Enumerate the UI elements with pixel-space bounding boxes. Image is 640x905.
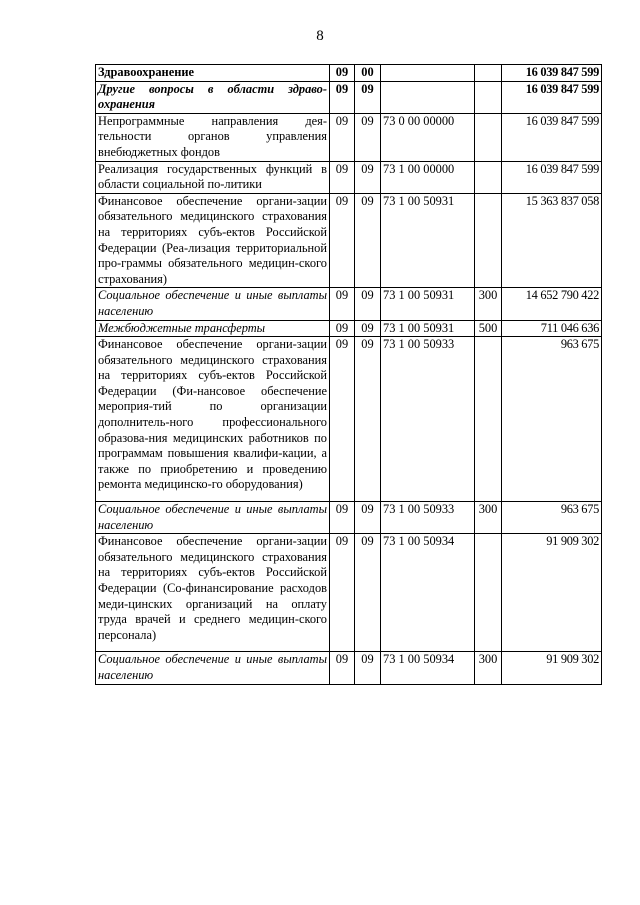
expense-type-cell (475, 161, 502, 193)
amount-cell: 16 039 847 599 (502, 65, 602, 82)
section-code-cell: 09 (330, 337, 355, 502)
target-article-cell: 73 1 00 50931 (381, 320, 475, 337)
table-row (96, 534, 602, 652)
subsection-code-cell: 00 (355, 65, 381, 82)
section-code-cell: 09 (330, 113, 355, 161)
amount-cell: 16 039 847 599 (502, 161, 602, 193)
table-row (96, 161, 602, 193)
amount-cell: 16 039 847 599 (502, 81, 602, 113)
budget-table-body (96, 65, 602, 685)
target-article-cell: 73 1 00 50933 (381, 337, 475, 502)
section-code-cell: 09 (330, 65, 355, 82)
table-row (96, 81, 602, 113)
expense-type-cell (475, 65, 502, 82)
subsection-code-cell: 09 (355, 288, 381, 320)
expense-name-cell: Финансовое обеспечение органи-зации обязательного медицинского страхования на территориях субъ-ектов Российской Федерации (Со-финансирование расходов меди-цинских организаций на оплату труда врачей и среднего медицин-ского персонала) (96, 534, 330, 652)
expense-name-cell: Социальное обеспечение и иные выплаты населению (96, 652, 330, 684)
amount-cell: 963 675 (502, 337, 602, 502)
expense-name-cell: Здравоохранение (96, 65, 330, 82)
expense-name-cell: Реализация государственных функций в области социальной по-литики (96, 161, 330, 193)
amount-cell: 16 039 847 599 (502, 113, 602, 161)
expense-type-cell: 300 (475, 502, 502, 534)
section-code-cell: 09 (330, 320, 355, 337)
section-code-cell: 09 (330, 288, 355, 320)
target-article-cell: 73 1 00 50931 (381, 193, 475, 288)
amount-cell: 14 652 790 422 (502, 288, 602, 320)
expense-type-cell: 300 (475, 652, 502, 684)
table-row (96, 113, 602, 161)
table-row (96, 288, 602, 320)
expense-type-cell (475, 193, 502, 288)
expense-name-cell: Социальное обеспечение и иные выплаты населению (96, 288, 330, 320)
amount-cell: 711 046 636 (502, 320, 602, 337)
expense-name-cell: Непрограммные направления дея-тельности органов управления внебюджетных фондов (96, 113, 330, 161)
target-article-cell: 73 1 00 00000 (381, 161, 475, 193)
expense-type-cell (475, 81, 502, 113)
expense-type-cell: 500 (475, 320, 502, 337)
section-code-cell: 09 (330, 161, 355, 193)
target-article-cell (381, 65, 475, 82)
budget-table (95, 64, 602, 685)
table-row (96, 337, 602, 502)
target-article-cell: 73 0 00 00000 (381, 113, 475, 161)
target-article-cell: 73 1 00 50931 (381, 288, 475, 320)
table-row (96, 193, 602, 288)
table-row (96, 652, 602, 684)
subsection-code-cell: 09 (355, 320, 381, 337)
page-number: 8 (316, 28, 324, 44)
target-article-cell: 73 1 00 50933 (381, 502, 475, 534)
target-article-cell: 73 1 00 50934 (381, 652, 475, 684)
section-code-cell: 09 (330, 502, 355, 534)
section-code-cell: 09 (330, 193, 355, 288)
amount-cell: 91 909 302 (502, 652, 602, 684)
section-code-cell: 09 (330, 534, 355, 652)
section-code-cell: 09 (330, 652, 355, 684)
expense-name-cell: Социальное обеспечение и иные выплаты населению (96, 502, 330, 534)
amount-cell: 15 363 837 058 (502, 193, 602, 288)
expense-type-cell: 300 (475, 288, 502, 320)
table-row (96, 502, 602, 534)
subsection-code-cell: 09 (355, 113, 381, 161)
amount-cell: 91 909 302 (502, 534, 602, 652)
expense-name-cell: Финансовое обеспечение органи-зации обязательного медицинского страхования на территориях субъ-ектов Российской Федерации (Фи-нансовое обеспечение мероприя-тий по организации дополнитель-ного профессионального образова-ния медицинских работников по программам повышения квалифи-кации, а также по приобретению и проведению ремонта медицинско-го оборудования) (96, 337, 330, 502)
expense-name-cell: Другие вопросы в области здраво-охранения (96, 81, 330, 113)
amount-cell: 963 675 (502, 502, 602, 534)
subsection-code-cell: 09 (355, 161, 381, 193)
subsection-code-cell: 09 (355, 652, 381, 684)
expense-type-cell (475, 534, 502, 652)
subsection-code-cell: 09 (355, 81, 381, 113)
subsection-code-cell: 09 (355, 502, 381, 534)
expense-type-cell (475, 113, 502, 161)
section-code-cell: 09 (330, 81, 355, 113)
expense-name-cell: Межбюджетные трансферты (96, 320, 330, 337)
subsection-code-cell: 09 (355, 534, 381, 652)
target-article-cell (381, 81, 475, 113)
target-article-cell: 73 1 00 50934 (381, 534, 475, 652)
expense-type-cell (475, 337, 502, 502)
table-row (96, 320, 602, 337)
table-row (96, 65, 602, 82)
subsection-code-cell: 09 (355, 337, 381, 502)
expense-name-cell: Финансовое обеспечение органи-зации обязательного медицинского страхования на территориях субъ-ектов Российской Федерации (Реа-лизация территориальной про-граммы обязательного медицин-ского страхования) (96, 193, 330, 288)
subsection-code-cell: 09 (355, 193, 381, 288)
